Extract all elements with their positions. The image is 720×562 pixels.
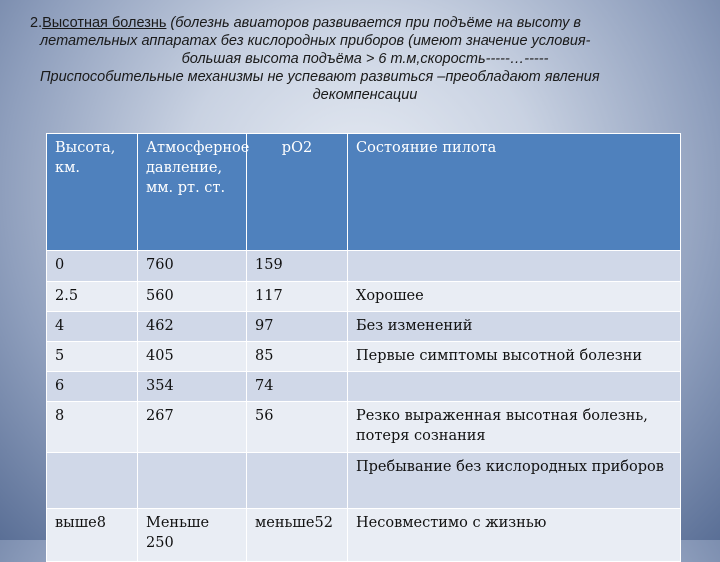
table-row <box>47 342 681 372</box>
cell-pressure: 405 <box>138 342 247 372</box>
cell-pressure: 267 <box>138 402 247 453</box>
header-pilot-state: Состояние пилота <box>348 134 681 251</box>
table-row <box>47 402 681 453</box>
cell-altitude: 4 <box>47 312 138 342</box>
cell-pressure: 354 <box>138 372 247 402</box>
heading-term: Высотная болезнь <box>42 15 167 31</box>
cell-po2: меньше52 <box>247 509 348 562</box>
cell-pilot-state: Хорошее <box>348 282 681 312</box>
table-row <box>47 282 681 312</box>
heading-line-1 <box>30 14 700 32</box>
cell-pilot-state <box>348 251 681 282</box>
cell-pilot-state <box>348 372 681 402</box>
cell-pilot-state: Первые симптомы высотной болезни <box>348 342 681 372</box>
cell-pressure: 560 <box>138 282 247 312</box>
altitude-table <box>46 133 681 562</box>
cell-altitude: 5 <box>47 342 138 372</box>
heading-line-1-rest: (болезнь авиаторов развивается при подъёме на высоту в <box>166 15 581 31</box>
cell-po2: 159 <box>247 251 348 282</box>
cell-pilot-state: Без изменений <box>348 312 681 342</box>
cell-pressure: 760 <box>138 251 247 282</box>
heading-line-2: летательных аппаратах без кислородных приборов (имеют значение условия- <box>40 33 591 49</box>
heading-line-4: Приспособительные механизмы не успевают развиться –преобладают явления <box>40 69 600 85</box>
header-po2: pO2 <box>247 134 348 251</box>
heading-line-5: декомпенсации <box>312 87 418 103</box>
table-row <box>47 251 681 282</box>
header-altitude: Высота, км. <box>47 134 138 251</box>
cell-altitude: 2.5 <box>47 282 138 312</box>
cell-altitude: выше8 <box>47 509 138 562</box>
table-row <box>47 453 681 509</box>
table-row <box>47 372 681 402</box>
cell-pilot-state: Пребывание без кислородных приборов <box>348 453 681 509</box>
heading-number: 2. <box>30 15 43 31</box>
header-pressure: Атмосферное давление, мм. рт. ст. <box>138 134 247 251</box>
table-header-row <box>47 134 681 251</box>
cell-pilot-state: Резко выраженная высотная болезнь, потеря сознания <box>348 402 681 453</box>
cell-pressure <box>138 453 247 509</box>
cell-altitude <box>47 453 138 509</box>
cell-po2: 56 <box>247 402 348 453</box>
cell-po2: 97 <box>247 312 348 342</box>
cell-po2: 117 <box>247 282 348 312</box>
table-row <box>47 312 681 342</box>
cell-po2: 74 <box>247 372 348 402</box>
cell-pressure: 462 <box>138 312 247 342</box>
cell-po2 <box>247 453 348 509</box>
slide-heading <box>30 14 700 104</box>
cell-po2: 85 <box>247 342 348 372</box>
cell-altitude: 0 <box>47 251 138 282</box>
cell-pilot-state: Несовместимо с жизнью <box>348 509 681 562</box>
cell-pressure: Меньше 250 <box>138 509 247 562</box>
cell-altitude: 6 <box>47 372 138 402</box>
heading-line-3: большая высота подъёма > 6 т.м,скорость-----…----- <box>181 51 549 67</box>
cell-altitude: 8 <box>47 402 138 453</box>
table-row <box>47 509 681 562</box>
